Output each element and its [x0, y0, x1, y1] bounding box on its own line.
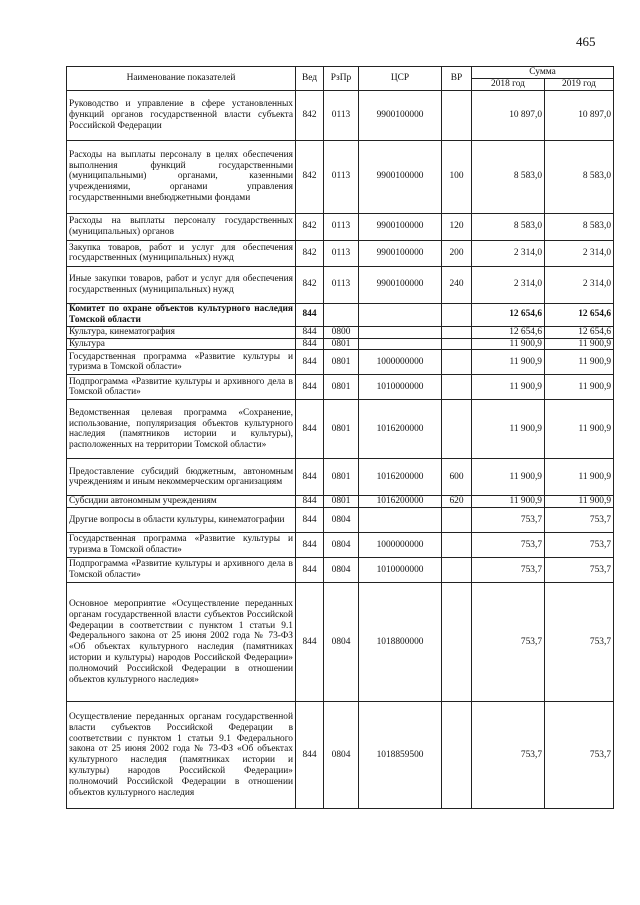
row-name: Другие вопросы в области культуры, кинематографии: [67, 508, 296, 533]
row-vr: 200: [442, 240, 472, 266]
table-row: [67, 459, 614, 496]
row-sum-2019: 753,7: [545, 533, 614, 558]
row-vr: [442, 583, 472, 702]
row-vr: [442, 90, 472, 140]
row-sum-2018: 2 314,0: [472, 266, 545, 303]
table-row: [67, 338, 614, 350]
row-csr: [359, 508, 442, 533]
row-name: Подпрограмма «Развитие культуры и архивного дела в Томской области»: [67, 375, 296, 400]
row-rzpr: 0804: [324, 533, 359, 558]
header-ved: Вед: [296, 67, 324, 91]
row-rzpr: 0113: [324, 90, 359, 140]
row-name: Иные закупки товаров, работ и услуг для обеспечения государственных (муниципальных) нужд: [67, 266, 296, 303]
row-sum-2019: 753,7: [545, 583, 614, 702]
row-sum-2018: 12 654,6: [472, 326, 545, 338]
table-row: [67, 375, 614, 400]
row-vr: 240: [442, 266, 472, 303]
row-sum-2019: 10 897,0: [545, 90, 614, 140]
row-csr: 1018859500: [359, 702, 442, 809]
row-ved: 842: [296, 90, 324, 140]
row-vr: [442, 338, 472, 350]
row-name: Подпрограмма «Развитие культуры и архивного дела в Томской области»: [67, 558, 296, 583]
table-header: [67, 67, 614, 91]
row-rzpr: 0113: [324, 240, 359, 266]
row-csr: 9900100000: [359, 240, 442, 266]
row-rzpr: 0801: [324, 338, 359, 350]
row-sum-2018: 753,7: [472, 702, 545, 809]
row-name: Культура: [67, 338, 296, 350]
row-csr: 1000000000: [359, 533, 442, 558]
row-ved: 844: [296, 508, 324, 533]
row-sum-2018: 753,7: [472, 508, 545, 533]
table-row: [67, 90, 614, 140]
table-row: [67, 702, 614, 809]
row-vr: [442, 508, 472, 533]
row-sum-2018: 10 897,0: [472, 90, 545, 140]
row-csr: [359, 326, 442, 338]
row-vr: [442, 350, 472, 375]
row-ved: 844: [296, 558, 324, 583]
row-name: Расходы на выплаты персоналу в целях обеспечения выполнения функций государственными (муниципальными) органами, казенными учреждениями, органами управления государственными внебюджетными фондами: [67, 140, 296, 213]
budget-table: [66, 66, 614, 809]
row-vr: [442, 558, 472, 583]
row-rzpr: 0800: [324, 326, 359, 338]
row-ved: 842: [296, 240, 324, 266]
row-ved: 844: [296, 326, 324, 338]
header-2018: 2018 год: [472, 79, 545, 91]
row-ved: 844: [296, 496, 324, 508]
row-csr: 1016200000: [359, 459, 442, 496]
row-ved: 844: [296, 400, 324, 459]
row-vr: 120: [442, 213, 472, 240]
row-vr: [442, 702, 472, 809]
row-sum-2019: 12 654,6: [545, 303, 614, 326]
row-sum-2019: 11 900,9: [545, 400, 614, 459]
row-csr: 1010000000: [359, 558, 442, 583]
row-name: Основное мероприятие «Осуществление переданных органам государственной власти субъектов Российской Федерации в соответствии с пунктом 1 статьи 9.1 Федерального закона от 25 июня 2002 года № 73-ФЗ «Об объектах культурного наследия (памятниках истории и культуры) народов Российской Федерации» полномочий Российской Федерации в отношении объектов культурного наследия»: [67, 583, 296, 702]
row-sum-2019: 753,7: [545, 508, 614, 533]
row-rzpr: 0801: [324, 350, 359, 375]
row-csr: 1010000000: [359, 375, 442, 400]
table-row: [67, 583, 614, 702]
header-csr: ЦСР: [359, 67, 442, 91]
row-rzpr: 0804: [324, 583, 359, 702]
row-sum-2019: 11 900,9: [545, 459, 614, 496]
row-ved: 844: [296, 303, 324, 326]
row-sum-2018: 11 900,9: [472, 459, 545, 496]
row-sum-2018: 2 314,0: [472, 240, 545, 266]
row-name: Ведомственная целевая программа «Сохранение, использование, популяризация объектов культурного наследия (памятников истории и культуры), расположенных на территории Томской области»: [67, 400, 296, 459]
row-ved: 844: [296, 350, 324, 375]
row-sum-2019: 11 900,9: [545, 338, 614, 350]
row-sum-2019: 11 900,9: [545, 496, 614, 508]
table-row: [67, 533, 614, 558]
row-sum-2019: 11 900,9: [545, 350, 614, 375]
row-vr: [442, 326, 472, 338]
row-vr: [442, 533, 472, 558]
row-sum-2019: 8 583,0: [545, 213, 614, 240]
page-number: 465: [576, 34, 596, 49]
row-vr: 620: [442, 496, 472, 508]
row-ved: 844: [296, 702, 324, 809]
row-sum-2018: 8 583,0: [472, 140, 545, 213]
row-ved: 842: [296, 140, 324, 213]
row-ved: 844: [296, 459, 324, 496]
row-csr: [359, 338, 442, 350]
header-rzpr: РзПр: [324, 67, 359, 91]
table-body: [67, 90, 614, 808]
row-name: Комитет по охране объектов культурного наследия Томской области: [67, 303, 296, 326]
row-vr: 100: [442, 140, 472, 213]
row-sum-2018: 753,7: [472, 583, 545, 702]
row-ved: 844: [296, 533, 324, 558]
row-sum-2019: 753,7: [545, 702, 614, 809]
table-row: [67, 326, 614, 338]
row-ved: 844: [296, 375, 324, 400]
table-row: [67, 496, 614, 508]
row-sum-2019: 12 654,6: [545, 326, 614, 338]
header-sum: Сумма: [472, 67, 614, 79]
row-rzpr: 0804: [324, 702, 359, 809]
table-row: [67, 508, 614, 533]
header-name: Наименование показателей: [67, 67, 296, 91]
row-sum-2018: 11 900,9: [472, 496, 545, 508]
row-ved: 842: [296, 213, 324, 240]
table-row: [67, 303, 614, 326]
row-name: Предоставление субсидий бюджетным, автономным учреждениям и иным некоммерческим организациям: [67, 459, 296, 496]
row-csr: 1016200000: [359, 400, 442, 459]
row-ved: 842: [296, 266, 324, 303]
row-sum-2019: 2 314,0: [545, 266, 614, 303]
row-name: Государственная программа «Развитие культуры и туризма в Томской области»: [67, 533, 296, 558]
table-row: [67, 240, 614, 266]
row-sum-2018: 11 900,9: [472, 400, 545, 459]
row-csr: 9900100000: [359, 140, 442, 213]
row-name: Культура, кинематография: [67, 326, 296, 338]
row-name: Закупка товаров, работ и услуг для обеспечения государственных (муниципальных) нужд: [67, 240, 296, 266]
row-csr: 9900100000: [359, 90, 442, 140]
table-row: [67, 400, 614, 459]
row-vr: [442, 375, 472, 400]
row-csr: 1000000000: [359, 350, 442, 375]
row-rzpr: 0801: [324, 375, 359, 400]
row-name: Государственная программа «Развитие культуры и туризма в Томской области»: [67, 350, 296, 375]
row-sum-2018: 753,7: [472, 558, 545, 583]
row-csr: 1016200000: [359, 496, 442, 508]
table-row: [67, 213, 614, 240]
row-rzpr: 0804: [324, 558, 359, 583]
row-ved: 844: [296, 338, 324, 350]
row-rzpr: 0113: [324, 140, 359, 213]
row-name: Осуществление переданных органам государственной власти субъектов Российской Федерации в соответствии с пунктом 1 статьи 9.1 Федерального закона от 25 июня 2002 года № 73-ФЗ «Об объектах культурного наследия (памятниках истории и культуры) народов Российской Федерации» полномочий Российской Федерации в отношении объектов культурного наследия: [67, 702, 296, 809]
row-name: Расходы на выплаты персоналу государственных (муниципальных) органов: [67, 213, 296, 240]
row-rzpr: 0804: [324, 508, 359, 533]
row-sum-2019: 11 900,9: [545, 375, 614, 400]
row-rzpr: 0801: [324, 459, 359, 496]
row-sum-2018: 11 900,9: [472, 338, 545, 350]
table-row: [67, 140, 614, 213]
row-rzpr: 0801: [324, 400, 359, 459]
row-rzpr: [324, 303, 359, 326]
row-sum-2018: 11 900,9: [472, 375, 545, 400]
table-row: [67, 266, 614, 303]
row-csr: 9900100000: [359, 266, 442, 303]
row-sum-2018: 8 583,0: [472, 213, 545, 240]
row-sum-2018: 753,7: [472, 533, 545, 558]
header-2019: 2019 год: [545, 79, 614, 91]
row-name: Субсидии автономным учреждениям: [67, 496, 296, 508]
row-name: Руководство и управление в сфере установленных функций органов государственной власти субъекта Российской Федерации: [67, 90, 296, 140]
row-vr: [442, 303, 472, 326]
row-vr: [442, 400, 472, 459]
row-sum-2019: 8 583,0: [545, 140, 614, 213]
row-rzpr: 0801: [324, 496, 359, 508]
row-sum-2019: 753,7: [545, 558, 614, 583]
row-csr: [359, 303, 442, 326]
row-ved: 844: [296, 583, 324, 702]
row-rzpr: 0113: [324, 266, 359, 303]
row-csr: 1018800000: [359, 583, 442, 702]
row-sum-2018: 12 654,6: [472, 303, 545, 326]
row-sum-2019: 2 314,0: [545, 240, 614, 266]
row-rzpr: 0113: [324, 213, 359, 240]
row-csr: 9900100000: [359, 213, 442, 240]
table-row: [67, 350, 614, 375]
row-sum-2018: 11 900,9: [472, 350, 545, 375]
table-row: [67, 558, 614, 583]
header-vr: ВР: [442, 67, 472, 91]
row-vr: 600: [442, 459, 472, 496]
